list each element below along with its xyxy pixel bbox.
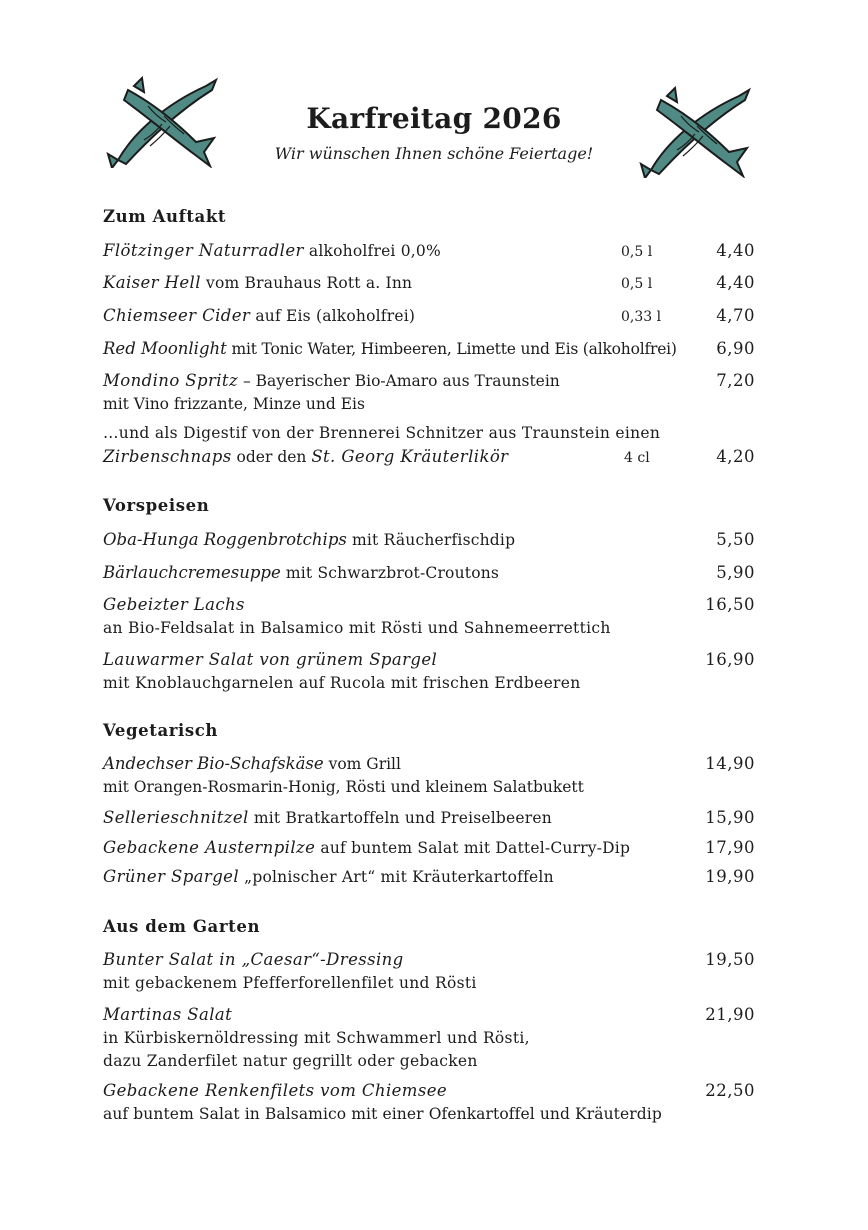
item-desc: alkoholfrei 0,0% [303, 242, 441, 260]
item-desc-line: mit Orangen-Rosmarin-Honig, Rösti und kleinem Salatbukett [103, 778, 584, 796]
item-name: Bunter Salat in „Caesar“-Dressing [103, 950, 404, 969]
item-price: 5,50 [716, 530, 755, 549]
menu-item [103, 369, 755, 416]
item-volume: 0,5 l [621, 276, 653, 292]
item-price: 19,90 [705, 867, 755, 886]
section-heading: Zum Auftakt [103, 207, 227, 226]
menu-item [103, 948, 755, 995]
item-name: Red Moonlight [103, 339, 227, 358]
item-name: Andechser Bio-Schafskäse [103, 754, 324, 773]
item-price: 4,40 [716, 273, 755, 292]
menu-item [103, 528, 755, 552]
item-desc: – Bayerischer Bio-Amaro aus Traunstein [238, 372, 560, 390]
item-name: Zirbenschnaps [103, 447, 232, 466]
item-desc-line: an Bio-Feldsalat in Balsamico mit Rösti und Sahnemeerrettich [103, 619, 611, 637]
section-heading: Aus dem Garten [103, 917, 261, 936]
item-desc-line: in Kürbiskernöldressing mit Schwammerl und Rösti, [103, 1029, 530, 1047]
item-name: Gebackene Austernpilze [103, 838, 316, 857]
item-desc: auf buntem Salat mit Dattel-Curry-Dip [315, 839, 631, 857]
item-name: Bärlauchcremesuppe [103, 563, 281, 582]
menu-item [103, 806, 755, 830]
item-price: 19,50 [705, 950, 755, 969]
menu-item [103, 337, 755, 361]
item-volume: 0,5 l [621, 244, 653, 260]
item-price: 6,90 [716, 339, 755, 358]
item-price: 14,90 [705, 754, 755, 773]
menu-item [103, 1079, 755, 1126]
item-price: 5,90 [716, 563, 755, 582]
item-name: Lauwarmer Salat von grünem Spargel [103, 650, 438, 669]
item-name: Kaiser Hell [103, 273, 201, 292]
item-name: Flötzinger Naturradler [103, 241, 304, 260]
page-title: Karfreitag 2026 [306, 102, 562, 135]
item-desc-line: auf buntem Salat in Balsamico mit einer Ofenkartoffel und Kräuterdip [103, 1105, 662, 1123]
menu-item [103, 561, 755, 585]
menu-item [103, 271, 755, 295]
item-desc: mit Bratkartoffeln und Preiselbeeren [248, 809, 552, 827]
item-price: 16,90 [705, 650, 755, 669]
item-price: 17,90 [705, 838, 755, 857]
menu-item [103, 304, 755, 328]
item-name: Sellerieschnitzel [103, 808, 249, 827]
section-heading: Vorspeisen [103, 496, 210, 515]
menu-item [103, 752, 755, 799]
item-price: 7,20 [716, 371, 755, 390]
item-name: Oba-Hunga Roggenbrotchips [103, 530, 347, 549]
item-desc-line: mit Knoblauchgarnelen auf Rucola mit frischen Erdbeeren [103, 674, 581, 692]
item-desc: auf Eis (alkoholfrei) [250, 307, 416, 325]
item-price: 4,40 [716, 241, 755, 260]
item-price: 4,20 [716, 447, 755, 466]
section-heading: Vegetarisch [103, 721, 219, 740]
item-price: 21,90 [705, 1005, 755, 1024]
item-price: 15,90 [705, 808, 755, 827]
item-name-2: St. Georg Kräuterlikör [311, 447, 509, 466]
item-desc: vom Grill [323, 755, 401, 773]
item-desc-line: dazu Zanderfilet natur gegrillt oder gebacken [103, 1052, 478, 1070]
item-price: 22,50 [705, 1081, 755, 1100]
item-intro: …und als Digestif von der Brennerei Schnitzer aus Traunstein einen [103, 424, 661, 442]
item-desc: „polnischer Art“ mit Kräuterkartoffeln [239, 868, 554, 886]
item-name: Mondino Spritz [103, 371, 239, 390]
menu-item [103, 593, 755, 640]
item-name: Grüner Spargel [103, 867, 240, 886]
menu-item [103, 648, 755, 695]
item-desc-line: mit Vino frizzante, Minze und Eis [103, 395, 365, 413]
menu-item [103, 239, 755, 263]
menu-item [103, 422, 755, 469]
item-desc: mit Schwarzbrot-Croutons [280, 564, 500, 582]
item-price: 4,70 [716, 306, 755, 325]
menu-item [103, 865, 755, 889]
item-name: Martinas Salat [103, 1005, 233, 1024]
menu-item [103, 1003, 755, 1073]
item-volume: 4 cl [624, 450, 650, 466]
item-desc: mit Tonic Water, Himbeeren, Limette und Eis (alkoholfrei) [226, 340, 677, 358]
item-volume: 0,33 l [621, 309, 662, 325]
item-name: Gebeizter Lachs [103, 595, 245, 614]
item-desc: mit Räucherfischdip [346, 531, 516, 549]
menu-item [103, 836, 755, 860]
item-desc: oder den [231, 448, 312, 466]
item-name: Gebackene Renkenfilets vom Chiemsee [103, 1081, 448, 1100]
item-desc-line: mit gebackenem Pfefferforellenfilet und Rösti [103, 974, 477, 992]
item-name: Chiemseer Cider [103, 306, 251, 325]
item-desc: vom Brauhaus Rott a. Inn [200, 274, 413, 292]
item-price: 16,50 [705, 595, 755, 614]
page-subtitle: Wir wünschen Ihnen schöne Feiertage! [274, 144, 594, 163]
